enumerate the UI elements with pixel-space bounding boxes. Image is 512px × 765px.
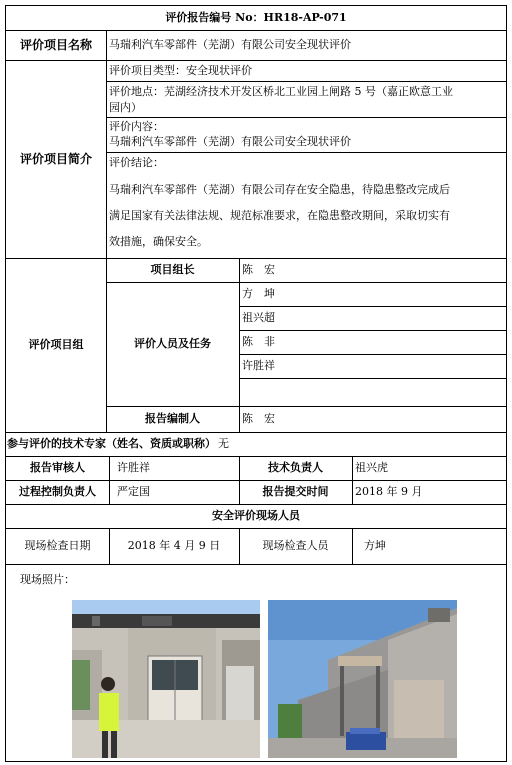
report-editor: 陈 宏 — [242, 412, 275, 425]
project-conclusion-line1: 马瑞利汽车零部件（芜湖）有限公司存在安全隐患，待隐患整改完成后 — [109, 183, 450, 196]
site-photo-2 — [268, 600, 457, 758]
team-members-label: 评价人员及任务 — [134, 337, 211, 350]
experts-label-text: 参与评价的技术专家（姓名、资质或职称） — [7, 437, 216, 450]
project-conclusion-line2: 满足国家有关法律法规、规范标准要求，在隐患整改期间，采取切实有 — [109, 209, 450, 222]
team-member-3: 陈 非 — [242, 335, 275, 348]
project-content-value: 马瑞利汽车零部件（芜湖）有限公司安全现状评价 — [109, 135, 351, 148]
project-summary-label: 评价项目简介 — [19, 152, 92, 166]
submit-time: 2018 年 9 月 — [355, 485, 423, 498]
factory-exterior-photo-icon — [268, 600, 457, 758]
project-conclusion-line3: 效措施，确保安全。 — [109, 235, 208, 248]
team-member-1: 方 坤 — [242, 287, 275, 300]
report-number: HR18-AP-071 — [263, 11, 347, 24]
experts-value: 无 — [218, 437, 229, 450]
team-member-4: 许胜祥 — [242, 359, 275, 372]
site-photo-1 — [72, 600, 260, 758]
project-content-label: 评价内容： — [109, 120, 164, 133]
experts-label — [6, 432, 506, 456]
project-name-label: 评价项目名称 — [19, 38, 92, 52]
reviewer: 许胜祥 — [117, 461, 150, 474]
team-member-5 — [239, 378, 506, 406]
report-number-label: 评价报告编号 No： — [165, 11, 264, 24]
evaluation-form — [5, 5, 507, 762]
report-editor-label: 报告编制人 — [145, 412, 200, 425]
site-photos-label: 现场照片： — [20, 573, 75, 586]
tech-lead: 祖兴虎 — [355, 461, 388, 474]
process-lead: 严定国 — [117, 485, 150, 498]
reviewer-label: 报告审核人 — [30, 461, 85, 474]
project-type: 评价项目类型：安全现状评价 — [109, 64, 252, 77]
report-number-header — [6, 6, 506, 30]
submit-time-label: 报告提交时间 — [262, 485, 329, 498]
project-name-value: 马瑞利汽车零部件（芜湖）有限公司安全现状评价 — [109, 38, 351, 51]
site-inspector-label: 现场检查人员 — [262, 539, 329, 552]
site-section-title: 安全评价现场人员 — [212, 509, 300, 522]
project-location-line1: 评价地点：芜湖经济技术开发区桥北工业园上闸路 5 号（嘉正欧意工业 — [109, 85, 453, 98]
team-leader-label: 项目组长 — [150, 263, 195, 276]
team-member-2: 祖兴超 — [242, 311, 275, 324]
building-with-worker-photo-icon — [72, 600, 260, 758]
project-conclusion-label: 评价结论： — [109, 156, 164, 169]
site-date-label: 现场检查日期 — [24, 539, 91, 552]
process-lead-label: 过程控制负责人 — [19, 485, 96, 498]
project-location-line2: 园内） — [109, 101, 142, 114]
tech-lead-label: 技术负责人 — [268, 461, 323, 474]
site-inspector: 方坤 — [364, 539, 386, 552]
team-leader: 陈 宏 — [242, 263, 275, 276]
project-group-label: 评价项目组 — [28, 338, 84, 351]
site-date: 2018 年 4 月 9 日 — [127, 539, 221, 552]
